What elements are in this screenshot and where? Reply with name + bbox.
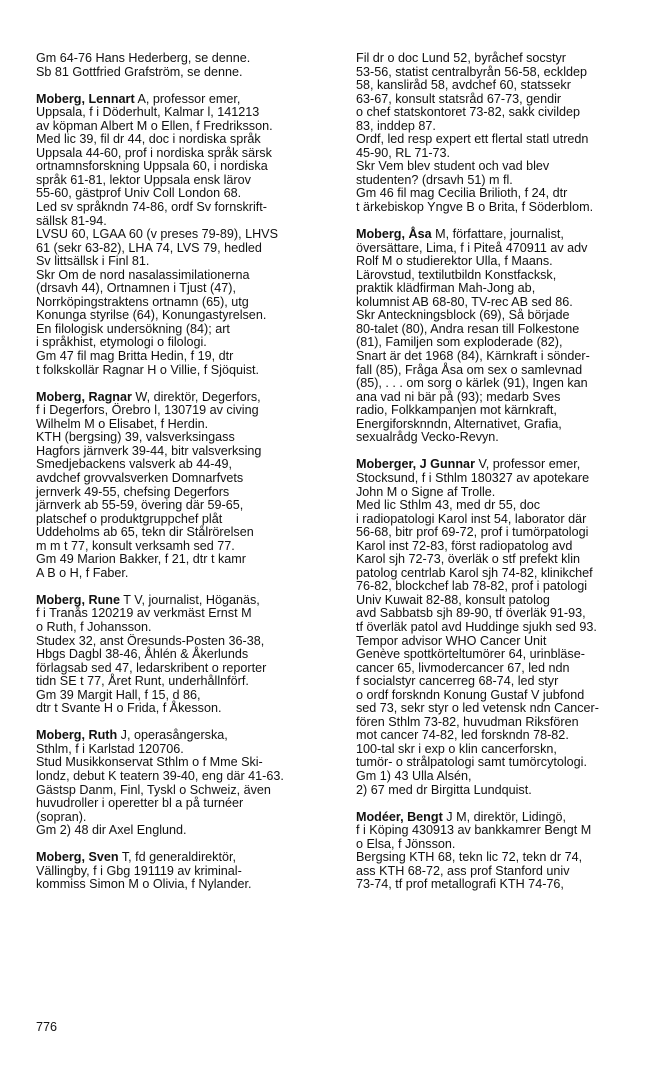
- entry-text: kolumnist AB 68-80, TV-rec AB sed 86.: [356, 294, 573, 309]
- entry-moberg-sven: [36, 851, 336, 892]
- entry-text: 80-talet (80), Andra resan till Folkestone: [356, 321, 580, 336]
- entry-text: Uppsala, f i Döderhult, Kalmar l, 141213: [36, 105, 260, 120]
- entry-text: översättare, Lima, f i Piteå 470911 av adv: [356, 240, 588, 255]
- entry-line: [36, 824, 336, 838]
- entry-text: Led sv språkndn 74-86, ordf Sv fornskrift-: [36, 200, 267, 215]
- entry-line: [36, 147, 336, 161]
- entry-text: Smedjebackens valsverk ab 44-49,: [36, 457, 233, 472]
- entry-text: i språkhist, etymologi o filologi.: [36, 335, 207, 350]
- entry-moberg-asa: [356, 228, 656, 445]
- entry-text: studenten? (drsavh 51) m fl.: [356, 172, 513, 187]
- entry-text: Bergsing KTH 68, tekn lic 72, tekn dr 74,: [356, 850, 583, 865]
- entry-line: [36, 120, 336, 134]
- entry-line: [356, 364, 656, 378]
- entry-text: ass KTH 68-72, ass prof Stanford univ: [356, 863, 570, 878]
- entry-line: [356, 662, 656, 676]
- entry-text: o ordf forskndn Konung Gustaf V jubfond: [356, 687, 585, 702]
- entry-line: [36, 160, 336, 174]
- entry-text: Sb 81 Gottfried Grafström, se denne.: [36, 64, 243, 79]
- entry-text: förlagsab sed 47, ledarskribent o reporter: [36, 660, 267, 675]
- entry-line: [36, 431, 336, 445]
- entry-text: ortnamnsforskning Uppsala 60, i nordiska: [36, 159, 268, 174]
- entry-text: avdchef grovvalsverken Domnarfvets: [36, 470, 244, 485]
- entry-moberg-ragnar: [36, 391, 336, 581]
- entry-line: [36, 52, 336, 66]
- entry-line: [356, 269, 656, 283]
- entry-line: [36, 93, 336, 107]
- entry-line: [36, 784, 336, 798]
- entry-line: [356, 865, 656, 879]
- entry-text: Konunga styrilse (64), Konungastyrelsen.: [36, 308, 267, 323]
- entry-text: T, fd generaldirektör,: [118, 850, 236, 865]
- entry-text: tidn SE t 77, Året Runt, underhållnförf.: [36, 674, 249, 689]
- entry-line: [36, 282, 336, 296]
- entry-line: [36, 174, 336, 188]
- entry-text: V, professor emer,: [474, 457, 581, 472]
- entry-line: [36, 228, 336, 242]
- entry-text: Rolf M o studierektor Ulla, f Maans.: [356, 254, 553, 269]
- entry-text: (81), Familjen som exploderade (82),: [356, 335, 563, 350]
- entry-line: [36, 756, 336, 770]
- entry-line: [36, 350, 336, 364]
- entry-line: [356, 282, 656, 296]
- entry-text: o Elsa, f Jönsson.: [356, 836, 456, 851]
- entry-line: [36, 269, 336, 283]
- entry-line: [356, 93, 656, 107]
- entry-line: [356, 350, 656, 364]
- entry-text: (sopran).: [36, 809, 87, 824]
- entry-text: 76-82, blockchef lab 78-82, prof i patologi: [356, 579, 588, 594]
- entry-text: John M o Signe af Trolle.: [356, 484, 496, 499]
- entry-text: 56-68, bitr prof 69-72, prof i tumörpatologi: [356, 525, 589, 540]
- entry-text: LVSU 60, LGAA 60 (v preses 79-89), LHVS: [36, 227, 278, 242]
- entry-line: [356, 621, 656, 635]
- entry-text: Univ Kuwait 82-88, konsult patolog: [356, 592, 550, 607]
- entry-text: Fil dr o doc Lund 52, byråchef socstyr: [356, 51, 566, 65]
- entry-text: cancer 65, livmodercancer 67, led ndn: [356, 660, 570, 675]
- entry-text: En filologisk undersökning (84); art: [36, 321, 230, 336]
- entry-line: [36, 404, 336, 418]
- entry-text: 2) 67 med dr Birgitta Lundquist.: [356, 782, 532, 797]
- entry-continuation: [356, 52, 656, 215]
- entry-text: J, operasångerska,: [117, 728, 228, 743]
- entry-text: M, författare, journalist,: [431, 227, 564, 242]
- entry-line: [356, 458, 656, 472]
- entry-line: [356, 838, 656, 852]
- entry-text: Skr Om de nord nasalassimilationerna: [36, 267, 250, 282]
- entry-line: [36, 878, 336, 892]
- entry-line: [356, 106, 656, 120]
- entry-line: [36, 445, 336, 459]
- entry-text: patolog centrlab Karol sjh 74-82, klinikchef: [356, 565, 593, 580]
- entry-text: Sv littsällsk i Finl 81.: [36, 254, 150, 269]
- entry-text: Gm 39 Margit Hall, f 15, d 86,: [36, 687, 201, 702]
- entry-line: [356, 729, 656, 743]
- entry-text: t folkskollär Ragnar H o Villie, f Sjöquist.: [36, 362, 260, 377]
- entry-line: [356, 513, 656, 527]
- entry-text: Wilhelm M o Elisabet, f Herdin.: [36, 416, 209, 431]
- entry-line: [356, 594, 656, 608]
- entry-line: [356, 255, 656, 269]
- entry-text: t ärkebiskop Yngve B o Brita, f Söderblom.: [356, 200, 594, 215]
- entry-line: [356, 675, 656, 689]
- entry-line: [356, 567, 656, 581]
- entry-text: Sthlm, f i Karlstad 120706.: [36, 741, 184, 756]
- entry-text: tumör- o strålpatologi samt tumörcytologi.: [356, 755, 587, 770]
- entry-text: A B o H, f Faber.: [36, 565, 129, 580]
- entry-line: [356, 391, 656, 405]
- entry-line: [36, 458, 336, 472]
- entry-text: av köpman Albert M o Ellen, f Fredriksson.: [36, 118, 273, 133]
- entry-text: jernverk 49-55, chefsing Degerfors: [36, 484, 230, 499]
- entry-text: 100-tal skr i exp o klin cancerforskn,: [356, 741, 557, 756]
- entry-line: [36, 865, 336, 879]
- entry-line: [36, 743, 336, 757]
- entry-text: Gm 1) 43 Ulla Alsén,: [356, 768, 472, 783]
- entry-line: [36, 201, 336, 215]
- entry-text: 45-90, RL 71-73.: [356, 145, 451, 160]
- entry-line: [356, 756, 656, 770]
- entry-moberg-rune: [36, 594, 336, 716]
- entry-text: mot cancer 74-82, led forskndn 78-82.: [356, 728, 569, 743]
- entry-line: [356, 228, 656, 242]
- entry-text: o chef statskontoret 73-82, sakk civildep: [356, 105, 581, 120]
- entry-line: [356, 851, 656, 865]
- entry-text: (drsavh 44), Ortnamnen i Tjust (47),: [36, 281, 236, 296]
- entry-headword: Moberg, Åsa: [356, 227, 432, 242]
- entry-text: 73-74, tf prof metallografi KTH 74-76,: [356, 877, 564, 892]
- entry-text: ana vad ni bär på (93); medarb Sves: [356, 389, 561, 404]
- entry-line: [36, 106, 336, 120]
- entry-text: fören Sthlm 73-82, huvudman Riksfören: [356, 714, 579, 729]
- entry-line: [36, 472, 336, 486]
- entry-text: A, professor emer,: [134, 91, 241, 106]
- entry-text: f i Degerfors, Örebro l, 130719 av civing: [36, 403, 259, 418]
- entry-moberg-ruth: [36, 729, 336, 837]
- entry-text: 61 (sekr 63-82), LHA 74, LVS 79, hedled: [36, 240, 262, 255]
- entry-line: [356, 811, 656, 825]
- entry-text: Uppsala 44-60, prof i nordiska språk särsk: [36, 145, 272, 160]
- entry-text: Norrköpingstraktens ortnamn (65), utg: [36, 294, 249, 309]
- entry-line: [36, 594, 336, 608]
- entry-continuation: [36, 52, 336, 79]
- entry-line: [36, 621, 336, 635]
- entry-text: Genève spottkörteltumörer 64, urinbläse-: [356, 647, 585, 662]
- entry-line: [36, 770, 336, 784]
- entry-line: [356, 187, 656, 201]
- entry-line: [356, 716, 656, 730]
- entry-text: sällsk 81-94.: [36, 213, 107, 228]
- entry-line: [36, 255, 336, 269]
- entry-line: [356, 743, 656, 757]
- entry-line: [356, 702, 656, 716]
- entry-line: [356, 635, 656, 649]
- entry-line: [36, 418, 336, 432]
- entry-headword: Moberger, J Gunnar: [356, 457, 475, 472]
- entry-line: [36, 66, 336, 80]
- entry-text: f i Tranås 120219 av verkmäst Ernst M: [36, 606, 252, 621]
- entry-text: Snart är det 1968 (84), Kärnkraft i sönder-: [356, 349, 590, 364]
- entry-line: [36, 553, 336, 567]
- entry-text: Tempor advisor WHO Cancer Unit: [356, 633, 547, 648]
- entry-headword: Moberg, Sven: [36, 850, 119, 865]
- entry-text: Skr Vem blev student och vad blev: [356, 159, 550, 174]
- entry-text: sexualrådg Vecko-Revyn.: [356, 430, 499, 445]
- entry-line: [356, 66, 656, 80]
- entry-line: [36, 187, 336, 201]
- entry-headword: Moberg, Ruth: [36, 728, 118, 743]
- entry-line: [36, 811, 336, 825]
- entry-text: Gm 47 fil mag Britta Hedin, f 19, dtr: [36, 349, 234, 364]
- entry-line: [356, 689, 656, 703]
- entry-line: [356, 878, 656, 892]
- entry-line: [356, 52, 656, 66]
- entry-text: fall (85), Fråga Åsa om sex o samlevnad: [356, 362, 583, 377]
- entry-line: [356, 553, 656, 567]
- entry-line: [356, 499, 656, 513]
- entry-text: avd Sabbatsb sjh 89-90, tf överläk 91-93,: [356, 606, 586, 621]
- entry-line: [36, 540, 336, 554]
- entry-text: Gm 2) 48 dir Axel Englund.: [36, 823, 187, 838]
- entry-text: tf överläk patol avd Huddinge sjukh sed 93.: [356, 619, 597, 634]
- entry-text: 55-60, gästprof Univ Coll London 68.: [36, 186, 242, 201]
- entry-text: sed 73, sekr styr o led vetensk ndn Cancer-: [356, 701, 599, 716]
- entry-moberg-lennart: [36, 93, 336, 377]
- entry-line: [36, 215, 336, 229]
- entry-text: J M, direktör, Lidingö,: [442, 809, 566, 824]
- entry-text: språk 61-81, lektor Uppsala ensk lärov: [36, 172, 251, 187]
- entry-text: Gästsp Danm, Finl, Tyskl o Schweiz, även: [36, 782, 271, 797]
- entry-text: radio, Folkkampanjen mot kärnkraft,: [356, 403, 557, 418]
- entry-headword: Modéer, Bengt: [356, 809, 443, 824]
- entry-text: Ordf, led resp expert ett flertal statl utredn: [356, 132, 589, 147]
- entry-line: [356, 242, 656, 256]
- page-number: 776: [36, 1020, 58, 1034]
- entry-text: Lärovstud, textilutbildn Konstfacksk,: [356, 267, 557, 282]
- entry-line: [356, 160, 656, 174]
- entry-text: 58, kansliråd 58, avdchef 60, statssekr: [356, 78, 571, 93]
- entry-line: [356, 648, 656, 662]
- entry-line: [356, 120, 656, 134]
- entry-text: huvudroller i operetter bl a på turnéer: [36, 796, 244, 811]
- entry-text: Karol inst 72-83, först radiopatolog avd: [356, 538, 573, 553]
- entry-text: 53-56, statist centralbyrån 56-58, eckldep: [356, 64, 588, 79]
- entry-text: T V, journalist, Höganäs,: [119, 592, 260, 607]
- entry-line: [356, 784, 656, 798]
- entry-text: Hbgs Dagbl 38-46, Åhlén & Åkerlunds: [36, 647, 249, 662]
- entry-line: [36, 486, 336, 500]
- entry-line: [356, 309, 656, 323]
- entry-line: [36, 675, 336, 689]
- entry-text: platschef o produktgruppchef plåt: [36, 511, 223, 526]
- entry-line: [36, 242, 336, 256]
- entry-text: Gm 49 Marion Bakker, f 21, dtr t kamr: [36, 552, 246, 567]
- entry-text: (85), . . . om sorg o kärlek (91), Ingen kan: [356, 376, 588, 391]
- entry-text: dtr t Svante H o Frida, f Åkesson.: [36, 701, 222, 716]
- entry-line: [36, 309, 336, 323]
- entry-modeer-bengt: [356, 811, 656, 892]
- entry-text: praktik klädfirman Mah-Jong ab,: [356, 281, 536, 296]
- entry-line: [36, 797, 336, 811]
- entry-line: [356, 486, 656, 500]
- entry-text: järnverk ab 55-59, övering där 59-65,: [36, 498, 244, 513]
- entry-text: Skr Anteckningsblock (69), Så började: [356, 308, 570, 323]
- entry-line: [356, 770, 656, 784]
- entry-text: Gm 46 fil mag Cecilia Brilioth, f 24, dtr: [356, 186, 568, 201]
- entry-headword: Moberg, Ragnar: [36, 389, 132, 404]
- entry-line: [356, 79, 656, 93]
- entry-text: m m t 77, konsult verksamh sed 77.: [36, 538, 235, 553]
- entry-line: [36, 567, 336, 581]
- entry-line: [36, 648, 336, 662]
- entry-text: o Ruth, f Johansson.: [36, 619, 152, 634]
- entry-line: [36, 364, 336, 378]
- entry-line: [36, 851, 336, 865]
- entry-line: [36, 702, 336, 716]
- entry-text: Studex 32, anst Öresunds-Posten 36-38,: [36, 633, 265, 648]
- entry-line: [36, 336, 336, 350]
- entry-text: londz, debut K teatern 39-40, eng där 41-63.: [36, 768, 284, 783]
- entry-line: [356, 824, 656, 838]
- entry-line: [36, 513, 336, 527]
- right-column: [356, 52, 656, 905]
- entry-line: [356, 323, 656, 337]
- entry-text: Stocksund, f i Sthlm 180327 av apotekare: [356, 470, 590, 485]
- entry-text: KTH (bergsing) 39, valsverksingass: [36, 430, 235, 445]
- entry-text: W, direktör, Degerfors,: [131, 389, 261, 404]
- entry-moberger-j-gunnar: [356, 458, 656, 797]
- entry-line: [356, 336, 656, 350]
- entry-text: f socialstyr cancerreg 68-74, led styr: [356, 674, 559, 689]
- entry-line: [356, 607, 656, 621]
- entry-line: [356, 147, 656, 161]
- entry-line: [356, 296, 656, 310]
- entry-text: Med lic 39, fil dr 44, doc i nordiska språk: [36, 132, 261, 147]
- entry-line: [356, 540, 656, 554]
- entry-text: Energiforsknndn, Alternativet, Grafia,: [356, 416, 562, 431]
- entry-line: [356, 377, 656, 391]
- entry-line: [36, 133, 336, 147]
- entry-line: [36, 526, 336, 540]
- entry-line: [356, 404, 656, 418]
- entry-line: [356, 526, 656, 540]
- entry-line: [36, 729, 336, 743]
- entry-text: kommiss Simon M o Olivia, f Nylander.: [36, 877, 252, 892]
- entry-text: i radiopatologi Karol inst 54, laborator där: [356, 511, 587, 526]
- entry-line: [36, 499, 336, 513]
- entry-line: [356, 580, 656, 594]
- entry-text: f i Köping 430913 av bankkamrer Bengt M: [356, 823, 592, 838]
- entry-text: Med lic Sthlm 43, med dr 55, doc: [356, 498, 541, 513]
- entry-headword: Moberg, Rune: [36, 592, 120, 607]
- entry-text: Hagfors järnverk 39-44, bitr valsverksing: [36, 443, 262, 458]
- entry-line: [356, 431, 656, 445]
- entry-text: Gm 64-76 Hans Hederberg, se denne.: [36, 51, 251, 65]
- entry-text: Uddeholms ab 65, tekn dir Stålrörelsen: [36, 525, 254, 540]
- entry-line: [356, 418, 656, 432]
- entry-line: [356, 133, 656, 147]
- entry-line: [356, 472, 656, 486]
- entry-line: [36, 296, 336, 310]
- entry-text: Karol sjh 72-73, överläk o stf prefekt klin: [356, 552, 580, 567]
- entry-text: 83, inddep 87.: [356, 118, 436, 133]
- entry-line: [356, 174, 656, 188]
- entry-text: 63-67, konsult statsråd 67-73, gendir: [356, 91, 562, 106]
- entry-line: [356, 201, 656, 215]
- entry-text: Stud Musikkonservat Sthlm o f Mme Ski-: [36, 755, 263, 770]
- entry-line: [36, 323, 336, 337]
- left-column: [36, 52, 336, 905]
- entry-text: Vällingby, f i Gbg 191119 av kriminal-: [36, 863, 242, 878]
- entry-line: [36, 607, 336, 621]
- entry-headword: Moberg, Lennart: [36, 91, 135, 106]
- entry-line: [36, 391, 336, 405]
